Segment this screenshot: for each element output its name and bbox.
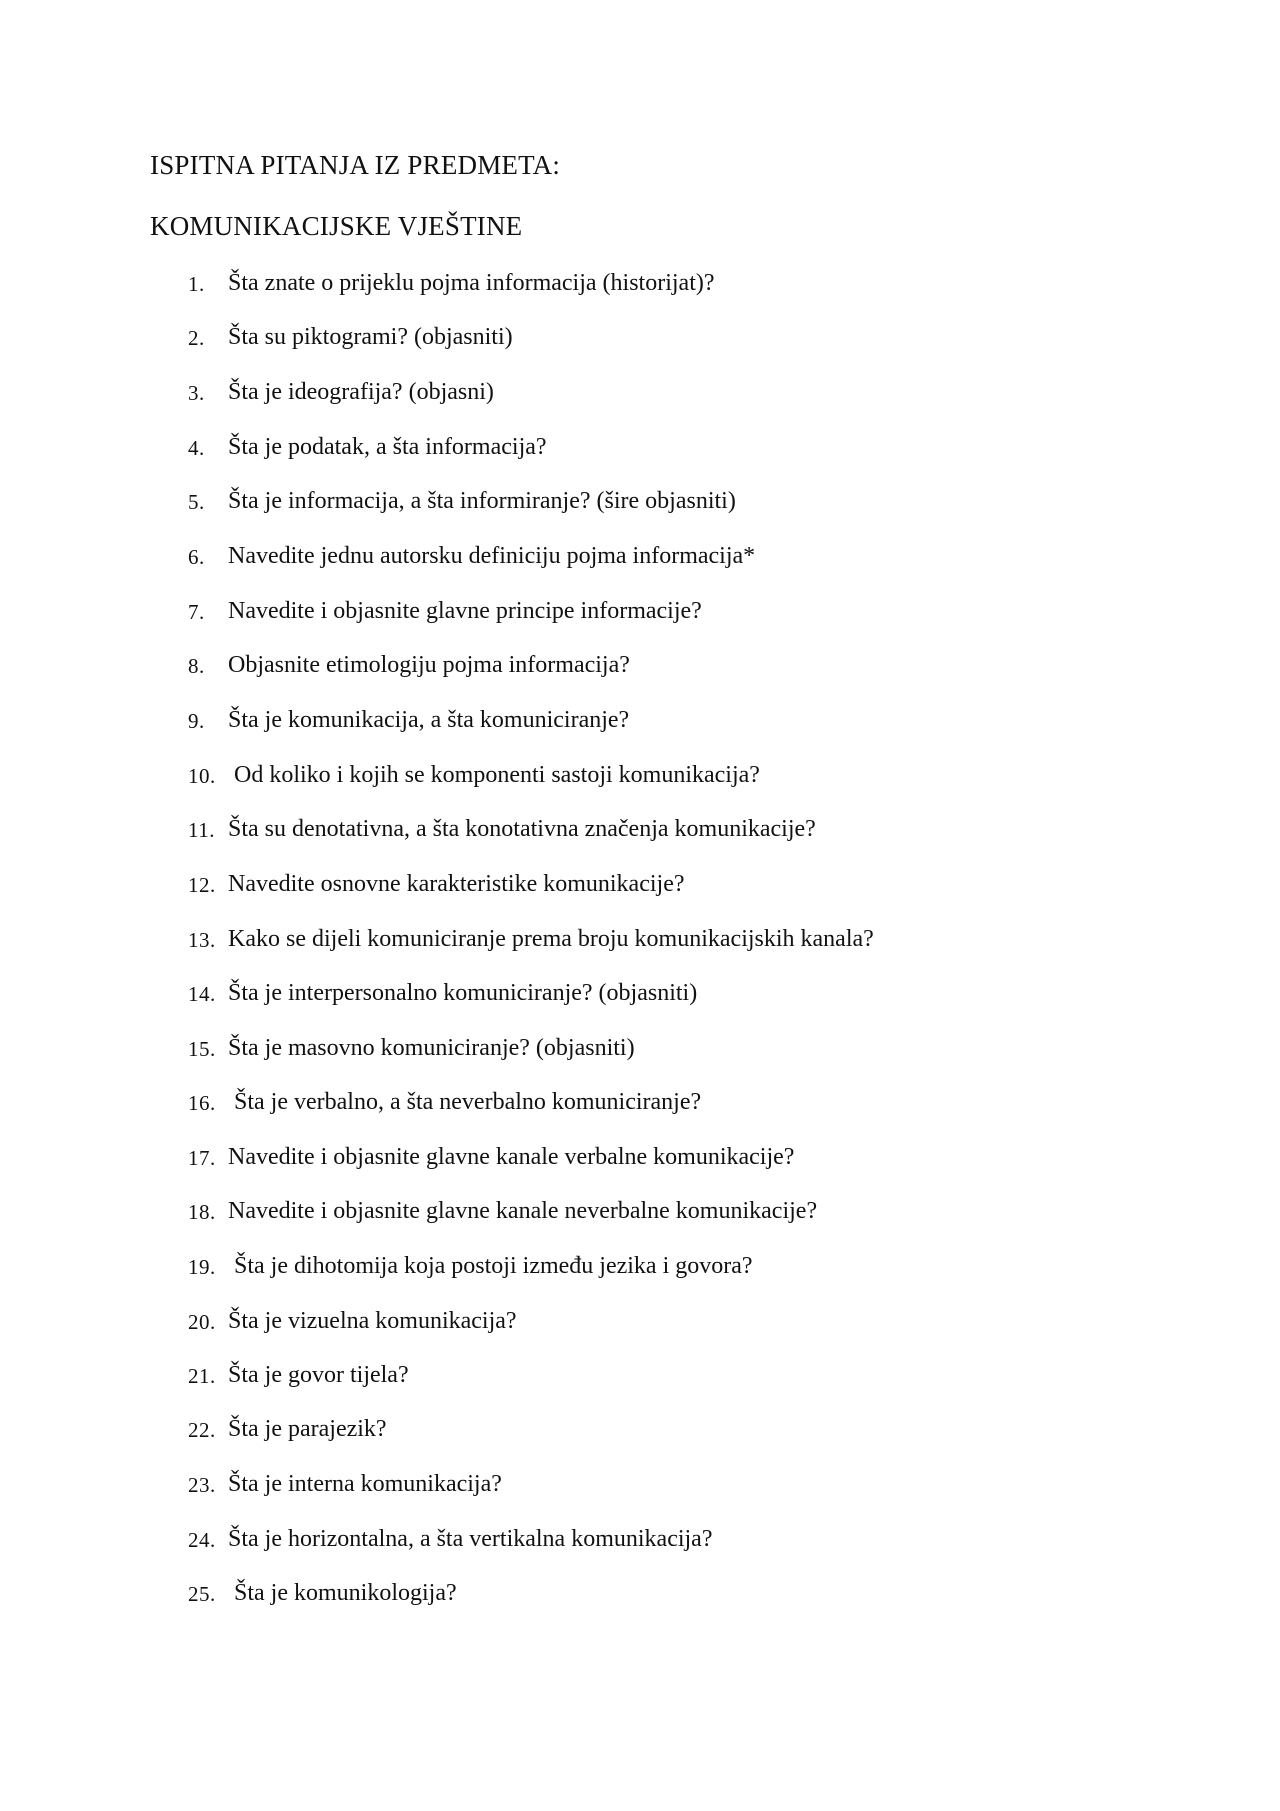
question-number: 20. bbox=[188, 1310, 216, 1334]
list-item bbox=[0, 545, 1280, 579]
question-text: Šta znate o prijeklu pojma informacija (historijat)? bbox=[228, 270, 715, 296]
question-text: Šta je interna komunikacija? bbox=[228, 1471, 502, 1497]
question-text: Od koliko i kojih se komponenti sastoji komunikacija? bbox=[234, 762, 760, 788]
list-item bbox=[0, 1146, 1280, 1180]
list-item bbox=[0, 1091, 1280, 1125]
question-text: Šta je ideografija? (objasni) bbox=[228, 379, 494, 405]
question-text: Šta je komunikologija? bbox=[234, 1580, 457, 1606]
list-item bbox=[0, 818, 1280, 852]
question-number: 12. bbox=[188, 873, 216, 897]
question-number: 19. bbox=[188, 1255, 216, 1279]
question-number: 10. bbox=[188, 764, 216, 788]
list-item bbox=[0, 436, 1280, 470]
question-number: 1. bbox=[188, 272, 205, 296]
question-number: 23. bbox=[188, 1473, 216, 1497]
list-item bbox=[0, 873, 1280, 907]
question-text: Navedite i objasnite glavne kanale verbalne komunikacije? bbox=[228, 1144, 795, 1170]
question-number: 17. bbox=[188, 1146, 216, 1170]
list-item bbox=[0, 1582, 1280, 1616]
question-number: 25. bbox=[188, 1582, 216, 1606]
question-text: Navedite osnovne karakteristike komunikacije? bbox=[228, 871, 685, 897]
question-text: Objasnite etimologiju pojma informacija? bbox=[228, 652, 630, 678]
list-item bbox=[0, 1310, 1280, 1344]
question-text: Šta je informacija, a šta informiranje? (šire objasniti) bbox=[228, 488, 736, 514]
list-item bbox=[0, 1418, 1280, 1452]
document-title: ISPITNA PITANJA IZ PREDMETA: bbox=[150, 150, 561, 180]
list-item bbox=[0, 272, 1280, 306]
question-number: 24. bbox=[188, 1528, 216, 1552]
list-item bbox=[0, 490, 1280, 524]
question-text: Šta je podatak, a šta informacija? bbox=[228, 434, 547, 460]
list-item bbox=[0, 326, 1280, 360]
list-item bbox=[0, 381, 1280, 415]
question-text: Šta je interpersonalno komuniciranje? (objasniti) bbox=[228, 980, 698, 1006]
list-item bbox=[0, 1528, 1280, 1562]
question-text: Šta su piktogrami? (objasniti) bbox=[228, 324, 513, 350]
question-number: 18. bbox=[188, 1200, 216, 1224]
list-item bbox=[0, 1037, 1280, 1071]
question-text: Šta je horizontalna, a šta vertikalna komunikacija? bbox=[228, 1526, 713, 1552]
question-text: Navedite jednu autorsku definiciju pojma informacija* bbox=[228, 543, 756, 569]
question-text: Šta je verbalno, a šta neverbalno komuniciranje? bbox=[234, 1089, 702, 1115]
list-item bbox=[0, 1255, 1280, 1289]
question-number: 14. bbox=[188, 982, 216, 1006]
question-number: 15. bbox=[188, 1037, 216, 1061]
question-text: Šta je dihotomija koja postoji između jezika i govora? bbox=[234, 1253, 753, 1279]
question-number: 22. bbox=[188, 1418, 216, 1442]
question-number: 4. bbox=[188, 436, 205, 460]
question-number: 2. bbox=[188, 326, 205, 350]
question-number: 9. bbox=[188, 709, 205, 733]
list-item bbox=[0, 709, 1280, 743]
question-number: 21. bbox=[188, 1364, 216, 1388]
question-number: 3. bbox=[188, 381, 205, 405]
question-number: 5. bbox=[188, 490, 205, 514]
question-text: Šta je komunikacija, a šta komuniciranje? bbox=[228, 707, 630, 733]
question-text: Šta su denotativna, a šta konotativna značenja komunikacije? bbox=[228, 816, 816, 842]
question-text: Šta je vizuelna komunikacija? bbox=[228, 1308, 517, 1334]
list-item bbox=[0, 1473, 1280, 1507]
document-subject: KOMUNIKACIJSKE VJEŠTINE bbox=[150, 211, 523, 241]
question-text: Šta je parajezik? bbox=[228, 1416, 387, 1442]
question-number: 8. bbox=[188, 654, 205, 678]
list-item bbox=[0, 764, 1280, 798]
question-text: Šta je masovno komuniciranje? (objasniti) bbox=[228, 1035, 635, 1061]
list-item bbox=[0, 1364, 1280, 1398]
question-text: Navedite i objasnite glavne kanale neverbalne komunikacije? bbox=[228, 1198, 818, 1224]
question-number: 16. bbox=[188, 1091, 216, 1115]
question-number: 11. bbox=[188, 818, 215, 842]
question-number: 7. bbox=[188, 600, 205, 624]
question-text: Šta je govor tijela? bbox=[228, 1362, 409, 1388]
list-item bbox=[0, 600, 1280, 634]
question-number: 6. bbox=[188, 545, 205, 569]
list-item bbox=[0, 982, 1280, 1016]
question-text: Kako se dijeli komuniciranje prema broju komunikacijskih kanala? bbox=[228, 926, 874, 952]
list-item bbox=[0, 654, 1280, 688]
list-item bbox=[0, 1200, 1280, 1234]
question-number: 13. bbox=[188, 928, 216, 952]
list-item bbox=[0, 928, 1280, 962]
question-text: Navedite i objasnite glavne principe informacije? bbox=[228, 598, 702, 624]
